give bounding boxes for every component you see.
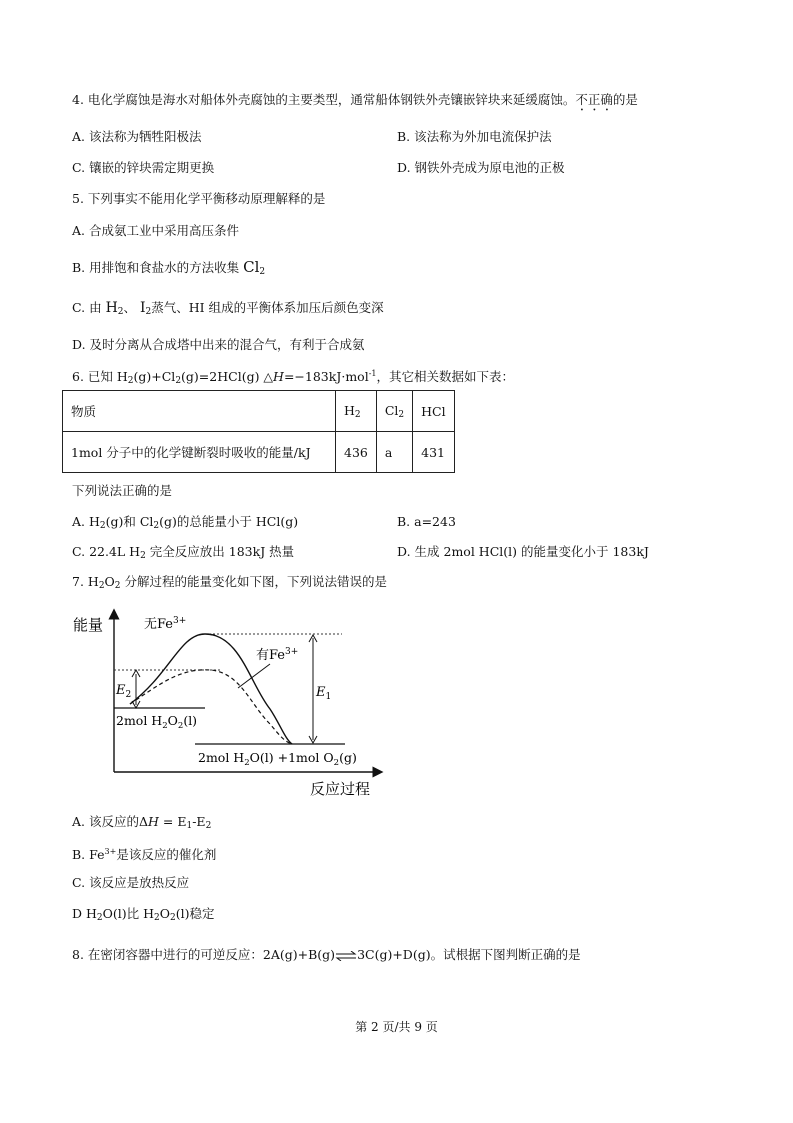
q7-option-b[interactable]: B. $Fe^{3+}$是该反应的催化剂: [72, 847, 217, 862]
with-fe-label: 有$Fe^{3+}$: [256, 647, 299, 663]
reactant-label: 2mol $H_2O_2(l)$: [116, 713, 198, 731]
q6-option-d[interactable]: D. 生成 2mol HCl(l) 的能量变化小于 183kJ: [397, 544, 649, 559]
x-axis-label: 反应过程: [310, 780, 371, 798]
table-cell: 1mol 分子中的化学键断裂时吸收的能量/kJ: [63, 432, 336, 473]
table-header-cell: $H_2$: [336, 391, 377, 432]
table-row: [63, 432, 455, 473]
product-label: 2mol $H_2O(l) +1mol$ $O_2(g)$: [198, 750, 357, 768]
table-header-cell: 物质: [63, 391, 336, 432]
q7-option-c[interactable]: C. 该反应是放热反应: [72, 875, 190, 890]
q6-option-b[interactable]: B. a=243: [397, 514, 456, 529]
cl2-formula: $Cl_2$: [243, 258, 266, 277]
q7-option-d[interactable]: D $H_2O(l)$比 $H_2O_2(l)$稳定: [72, 906, 215, 923]
energy-diagram: [70, 604, 390, 800]
q4-option-c[interactable]: C. 镶嵌的锌块需定期更换: [72, 160, 215, 175]
q6-sub-stem: 下列说法正确的是: [72, 483, 173, 498]
q8-stem: 8. 在密闭容器中进行的可逆反应：2A(g)+B(g) 3C(g)+D(g)。试根据下图判断正确的是: [72, 947, 581, 962]
e2-label: $E_2$: [116, 683, 132, 700]
q4-option-d[interactable]: D. 钢铁外壳成为原电池的正极: [397, 160, 565, 175]
q5-stem: 5. 下列事实不能用化学平衡移动原理解释的是: [72, 191, 326, 206]
table-row: [63, 391, 455, 432]
table-header-cell: HCl: [413, 391, 454, 432]
equilibrium-arrow-icon: [335, 951, 357, 961]
e1-label: $E_1$: [316, 685, 332, 702]
table-cell: 431: [413, 432, 454, 473]
q7-stem: 7. $H_2O_2$ 分解过程的能量变化如下图，下列说法错误的是: [72, 574, 388, 591]
energy-data-table: [62, 390, 455, 473]
no-fe-label: 无$Fe^{3+}$: [144, 616, 187, 632]
q7-option-a[interactable]: A. 该反应的$\Delta H = E_1-E_2$: [72, 814, 212, 831]
q5-option-d[interactable]: D. 及时分离从合成塔中出来的混合气，有利于合成氨: [72, 337, 365, 352]
q6-option-c[interactable]: C. 22.4L $H_2$ 完全反应放出 183kJ 热量: [72, 544, 295, 561]
q4-option-b[interactable]: B. 该法称为外加电流保护法: [397, 129, 552, 144]
page-footer: 第 2 页/共 9 页: [355, 1020, 438, 1034]
q4-stem: 4. 电化学腐蚀是海水对船体外壳腐蚀的主要类型，通常船体钢铁外壳镶嵌锌块来延缓腐蚀。不正确的是: [72, 92, 638, 107]
q6-stem: 6. 已知 $H_2(g)+Cl_2(g)=2HCl(g)$ △H=−183kJ·mol$^{-1}$，其它相关数据如下表：: [72, 369, 515, 386]
q4-emphasis: 不正确: [575, 92, 613, 107]
table-cell: a: [376, 432, 412, 473]
q6-option-a[interactable]: A. $H_2(g)$和 $Cl_2(g)$的总能量小于 HCl(g): [72, 514, 299, 531]
q5-option-c[interactable]: C. 由 $H_2$、 $I_2$蒸气、HI 组成的平衡体系加压后颜色变深: [72, 300, 384, 317]
q5-option-b[interactable]: B. 用排饱和食盐水的方法收集 $Cl_2$: [72, 258, 266, 277]
table-cell: 436: [336, 432, 377, 473]
q5-option-a[interactable]: A. 合成氨工业中采用高压条件: [72, 223, 239, 238]
q4-option-a[interactable]: A. 该法称为牺牲阳极法: [72, 129, 202, 144]
table-header-cell: $Cl_2$: [376, 391, 412, 432]
y-axis-label: 能量: [73, 616, 104, 634]
